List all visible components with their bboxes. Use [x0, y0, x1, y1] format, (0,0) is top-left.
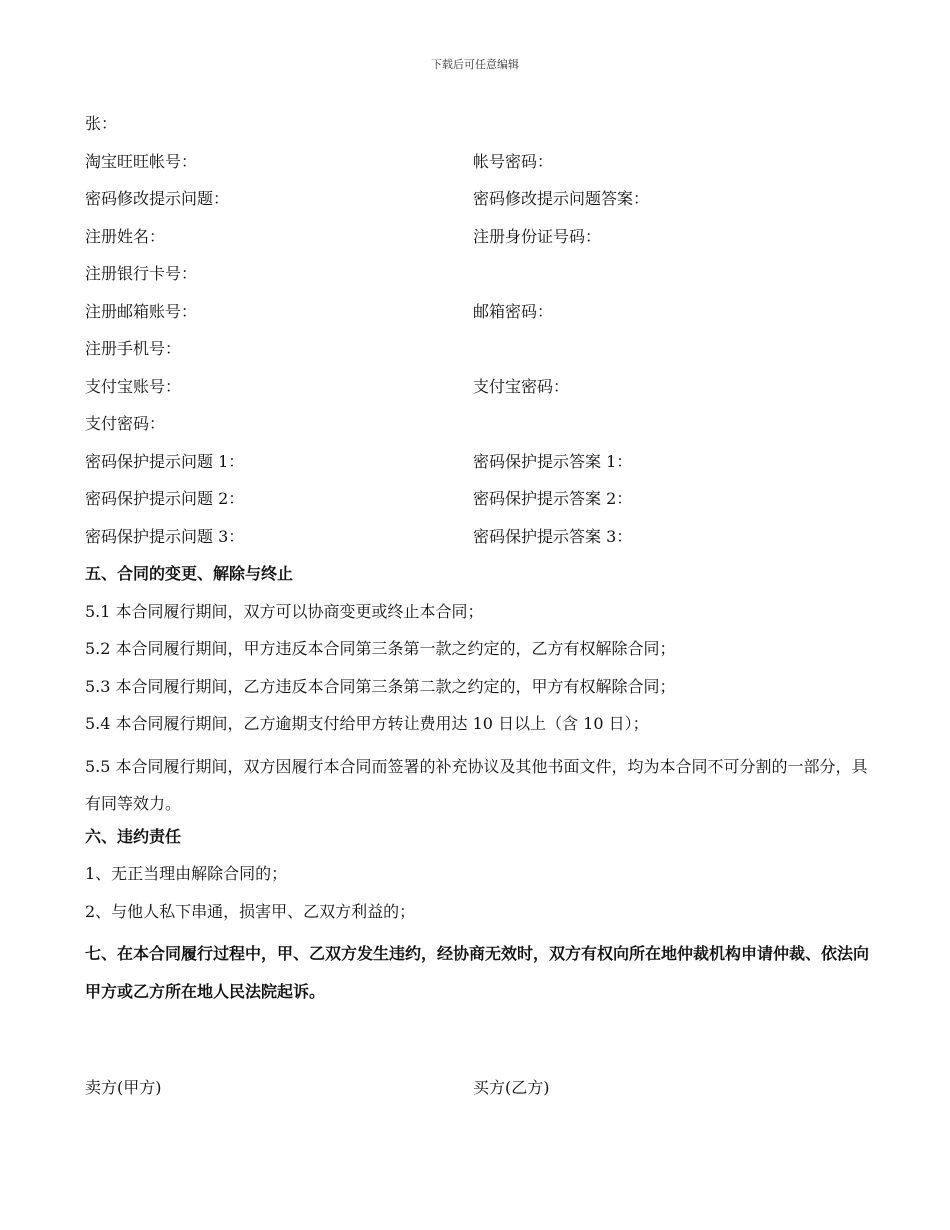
- clause-5-2: 5.2 本合同履行期间，甲方违反本合同第三条第一款之约定的，乙方有权解除合同；: [85, 639, 676, 658]
- seller-signature-label: 卖方(甲方): [85, 1078, 162, 1097]
- field-email-password: 邮箱密码：: [473, 301, 554, 321]
- field-pw-change-question: 密码修改提示问题：: [85, 189, 230, 208]
- clause-6-2: 2、与他人私下串通，损害甲、乙双方利益的；: [85, 901, 416, 921]
- field-security-answer-3: 密码保护提示答案 3：: [473, 526, 633, 546]
- field-reg-email: 注册邮箱账号：: [85, 301, 198, 321]
- field-reg-id: 注册身份证号码：: [473, 226, 602, 246]
- field-row: [85, 298, 875, 336]
- section-7-text: 七、在本合同履行过程中，甲、乙双方发生违约，经协商无效时，双方有权向所在地仲裁机构申请仲裁、依法向甲方或乙方所在地人民法院起诉。: [85, 944, 870, 1001]
- field-row: [85, 485, 875, 523]
- field-row: [85, 185, 875, 223]
- field-security-question-3: 密码保护提示问题 3：: [85, 526, 245, 546]
- section-5-title: 五、合同的变更、解除与终止: [85, 564, 294, 583]
- field-reg-name: 注册姓名：: [85, 226, 166, 246]
- section-6-title: 六、违约责任: [85, 826, 182, 846]
- document-body: [85, 110, 875, 1010]
- field-row: [85, 448, 875, 486]
- field-security-question-2: 密码保护提示问题 2：: [85, 489, 245, 508]
- field-reg-phone: 注册手机号：: [85, 339, 182, 358]
- field-pw-change-answer: 密码修改提示问题答案：: [473, 189, 650, 208]
- clause-5-4: 5.4 本合同履行期间，乙方逾期支付给甲方转让费用达 10 日以上（含 10 日）；: [85, 714, 649, 733]
- field-alipay-password: 支付宝密码：: [473, 376, 570, 396]
- field-reg-bank-card: 注册银行卡号：: [85, 264, 198, 283]
- field-row: [85, 223, 875, 261]
- field-zhang: 张：: [85, 114, 118, 133]
- field-row: [85, 373, 875, 411]
- field-row: [85, 148, 875, 186]
- page-header: 下载后可任意编辑: [431, 58, 519, 71]
- clause-5-1: 5.1 本合同履行期间，双方可以协商变更或终止本合同；: [85, 601, 484, 621]
- field-account-password: 帐号密码：: [473, 151, 554, 171]
- field-security-answer-2: 密码保护提示答案 2：: [473, 489, 633, 508]
- field-pay-password: 支付密码：: [85, 414, 166, 433]
- field-taobao-account: 淘宝旺旺帐号：: [85, 151, 198, 171]
- field-alipay-account: 支付宝账号：: [85, 376, 182, 396]
- clause-5-5: 5.5 本合同履行期间，双方因履行本合同而签署的补充协议及其他书面文件，均为本合同不可分割的一部分，具有同等效力。: [85, 756, 868, 813]
- field-security-question-1: 密码保护提示问题 1：: [85, 451, 245, 471]
- clause-5-3: 5.3 本合同履行期间，乙方违反本合同第三条第二款之约定的，甲方有权解除合同；: [85, 676, 676, 696]
- clause-6-1: 1、无正当理由解除合同的；: [85, 864, 288, 883]
- buyer-signature-label: 买方(乙方): [473, 1078, 550, 1097]
- signature-block: [85, 1074, 875, 1102]
- field-security-answer-1: 密码保护提示答案 1：: [473, 451, 633, 471]
- field-row: [85, 523, 875, 561]
